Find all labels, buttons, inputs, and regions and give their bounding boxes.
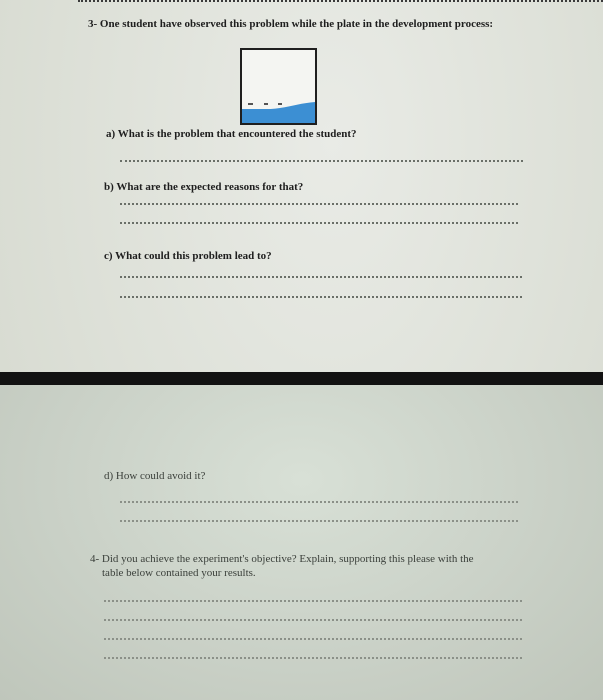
question-4-line1: 4- Did you achieve the experiment's objective? Explain, supporting this please with the — [90, 553, 474, 565]
answer-line-3b-2[interactable] — [120, 222, 518, 224]
answer-line-3b-1[interactable] — [120, 203, 518, 205]
answer-line-3c-2[interactable] — [120, 296, 522, 298]
answer-line-3d-2[interactable] — [120, 520, 518, 522]
page-gap-band — [0, 372, 603, 385]
question-3b: b) What are the expected reasons for that? — [104, 181, 304, 193]
answer-line-3a[interactable] — [120, 160, 523, 162]
answer-line-4-2[interactable] — [104, 619, 522, 621]
worksheet-lower-page — [0, 385, 603, 700]
answer-line-3d-1[interactable] — [120, 501, 518, 503]
spot-marks — [242, 101, 315, 107]
beaker-diagram — [240, 48, 317, 125]
answer-line-4-3[interactable] — [104, 638, 522, 640]
top-dotted-border — [78, 0, 603, 6]
answer-line-4-4[interactable] — [104, 657, 522, 659]
answer-line-4-1[interactable] — [104, 600, 522, 602]
answer-line-3c-1[interactable] — [120, 276, 522, 278]
question-3d: d) How could avoid it? — [104, 470, 206, 482]
beaker-liquid — [242, 109, 315, 123]
question-4-line2: table below contained your results. — [102, 567, 256, 579]
question-3-title: 3- One student have observed this problem while the plate in the development process: — [88, 18, 494, 30]
question-3a: a) What is the problem that encountered the student? — [106, 128, 357, 140]
question-3c: c) What could this problem lead to? — [104, 250, 272, 262]
